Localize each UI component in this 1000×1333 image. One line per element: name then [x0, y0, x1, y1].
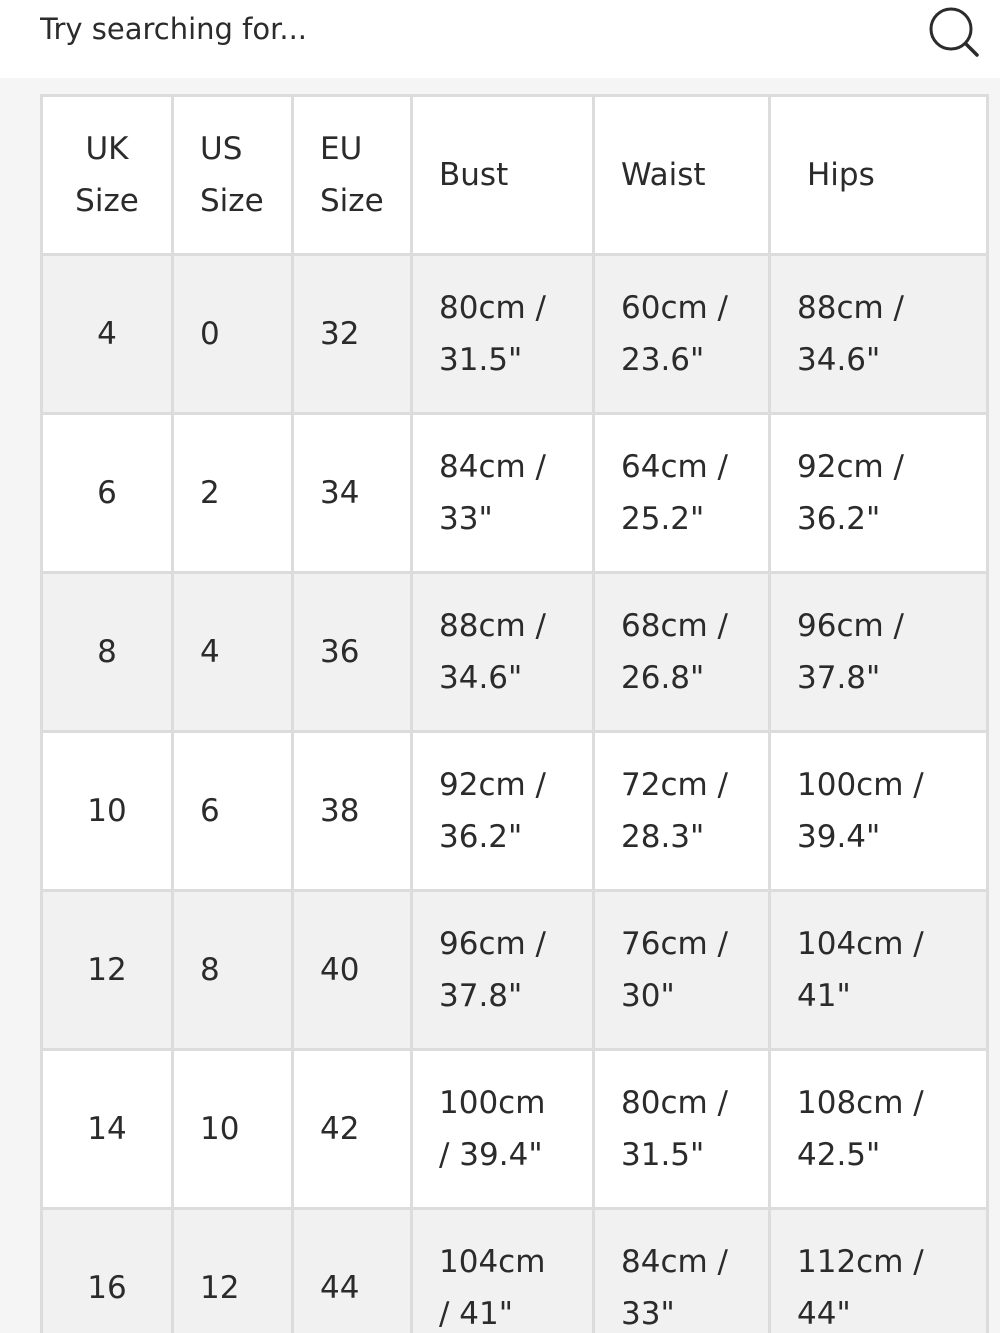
header-bust: Bust — [412, 96, 594, 255]
cell-bust: 80cm / 31.5" — [412, 255, 594, 414]
cell-eu-size: 42 — [293, 1050, 412, 1209]
cell-bust: 96cm / 37.8" — [412, 891, 594, 1050]
cell-us-size: 2 — [173, 414, 293, 573]
cell-uk-size: 8 — [42, 573, 173, 732]
cell-bust: 92cm / 36.2" — [412, 732, 594, 891]
header-waist: Waist — [594, 96, 770, 255]
table-row — [42, 1209, 988, 1333]
cell-eu-size: 44 — [293, 1209, 412, 1333]
cell-hips: 104cm / 41" — [770, 891, 988, 1050]
table-header-row — [42, 96, 988, 255]
cell-bust: 84cm / 33" — [412, 414, 594, 573]
cell-waist: 60cm / 23.6" — [594, 255, 770, 414]
search-icon — [924, 2, 982, 60]
cell-waist: 64cm / 25.2" — [594, 414, 770, 573]
cell-bust: 100cm / 39.4" — [412, 1050, 594, 1209]
header-eu-size: EU Size — [293, 96, 412, 255]
header-us-size: US Size — [173, 96, 293, 255]
size-chart-table — [40, 94, 989, 1333]
search-button[interactable] — [924, 2, 982, 60]
cell-eu-size: 38 — [293, 732, 412, 891]
cell-us-size: 4 — [173, 573, 293, 732]
cell-hips: 88cm / 34.6" — [770, 255, 988, 414]
cell-uk-size: 4 — [42, 255, 173, 414]
cell-bust: 104cm / 41" — [412, 1209, 594, 1333]
cell-waist: 72cm / 28.3" — [594, 732, 770, 891]
search-input[interactable] — [40, 6, 900, 52]
cell-waist: 80cm / 31.5" — [594, 1050, 770, 1209]
table-row — [42, 732, 988, 891]
cell-us-size: 10 — [173, 1050, 293, 1209]
cell-us-size: 8 — [173, 891, 293, 1050]
table-row — [42, 414, 988, 573]
cell-us-size: 6 — [173, 732, 293, 891]
cell-waist: 68cm / 26.8" — [594, 573, 770, 732]
table-body — [42, 255, 988, 1333]
table-row — [42, 573, 988, 732]
cell-hips: 96cm / 37.8" — [770, 573, 988, 732]
cell-eu-size: 34 — [293, 414, 412, 573]
cell-hips: 108cm / 42.5" — [770, 1050, 988, 1209]
table-row — [42, 255, 988, 414]
cell-waist: 76cm / 30" — [594, 891, 770, 1050]
search-bar — [0, 0, 1000, 78]
cell-uk-size: 12 — [42, 891, 173, 1050]
cell-uk-size: 16 — [42, 1209, 173, 1333]
table-row — [42, 1050, 988, 1209]
table-row — [42, 891, 988, 1050]
cell-hips: 92cm / 36.2" — [770, 414, 988, 573]
size-guide-content — [0, 78, 1000, 1333]
cell-eu-size: 40 — [293, 891, 412, 1050]
cell-bust: 88cm / 34.6" — [412, 573, 594, 732]
cell-uk-size: 10 — [42, 732, 173, 891]
cell-uk-size: 14 — [42, 1050, 173, 1209]
cell-waist: 84cm / 33" — [594, 1209, 770, 1333]
cell-eu-size: 32 — [293, 255, 412, 414]
cell-eu-size: 36 — [293, 573, 412, 732]
header-hips: Hips — [770, 96, 988, 255]
cell-uk-size: 6 — [42, 414, 173, 573]
cell-hips: 100cm / 39.4" — [770, 732, 988, 891]
cell-us-size: 12 — [173, 1209, 293, 1333]
cell-hips: 112cm / 44" — [770, 1209, 988, 1333]
cell-us-size: 0 — [173, 255, 293, 414]
header-uk-size: UK Size — [42, 96, 173, 255]
